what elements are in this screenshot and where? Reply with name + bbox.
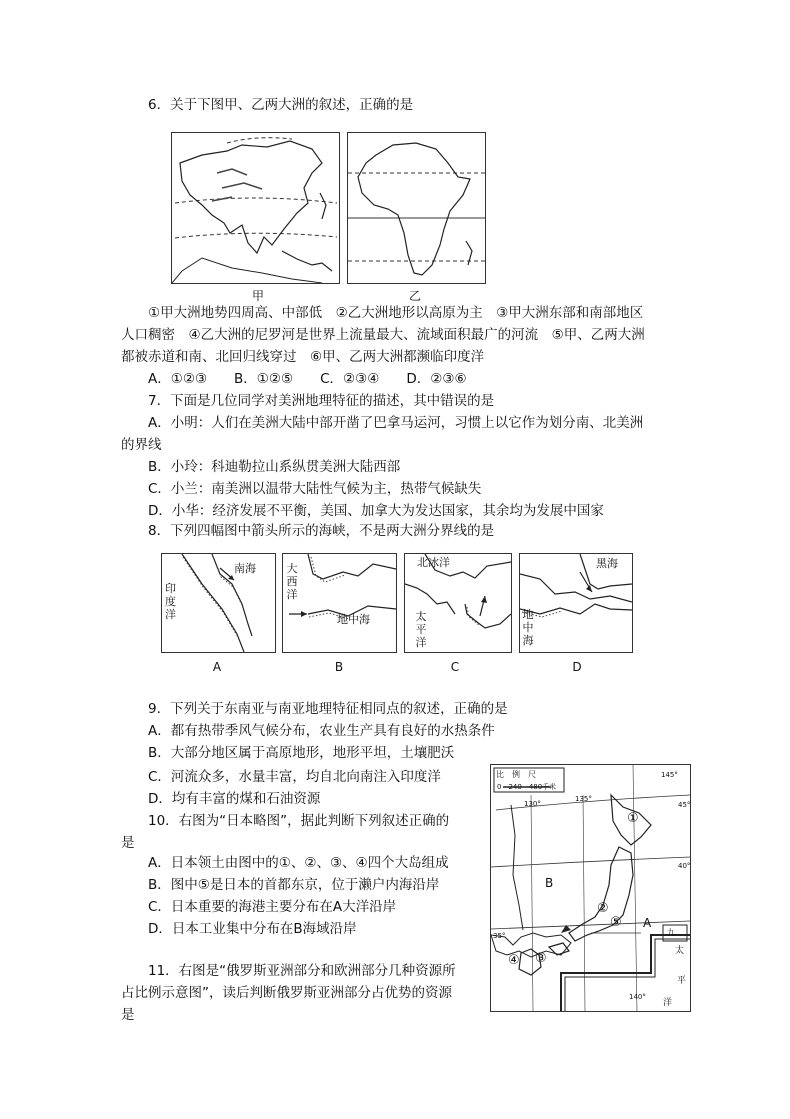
map-jia-asia	[171, 132, 340, 284]
q10-option-b: B．图中⑤是日本的首都东京，位于濑户内海沿岸	[148, 877, 440, 893]
strait-map-b	[282, 553, 397, 653]
caption-d: D	[572, 660, 582, 674]
marker-4-kyushu: ④	[508, 953, 520, 968]
q7-option-a-cont: 的界线	[121, 437, 162, 453]
label-b-sea: B	[545, 876, 554, 890]
map-d-label-mediterranean: 地中海	[522, 608, 534, 647]
side-label-yang: 洋	[663, 998, 673, 1008]
lon-130: 130°	[524, 800, 541, 808]
side-label-tai: 太	[675, 946, 685, 956]
marker-5: ⑤	[610, 915, 622, 930]
q11-stem-cont: 占比例示意图”，读后判断俄罗斯亚洲部分占优势的资源	[121, 985, 452, 1001]
q11-stem-cont2: 是	[121, 1007, 135, 1023]
marker-1-hokkaido: ①	[627, 811, 639, 826]
caption-a: A	[212, 660, 222, 674]
map-a-label-south-sea: 南海	[234, 562, 256, 575]
q6-options: A．①②③ B．①②⑤ C．②③④ D．②③⑥	[148, 371, 467, 387]
map-a-label-indian-ocean: 印度洋	[165, 582, 176, 621]
q11-stem: 11．右图是“俄罗斯亚洲部分和欧洲部分几种资源所	[148, 963, 456, 979]
strait-map-d	[519, 553, 633, 653]
lat-35: 35°	[493, 932, 506, 940]
map-c-label-arctic: 北冰洋	[417, 556, 450, 569]
lon-135: 135°	[575, 795, 592, 803]
japan-map	[490, 764, 691, 1012]
q9-option-d: D．均有丰富的煤和石油资源	[148, 791, 321, 807]
caption-jia: 甲	[251, 289, 264, 303]
q9-option-c: C．河流众多，水量丰富，均自北向南注入印度洋	[148, 769, 441, 785]
marker-2-honshu: ②	[597, 901, 609, 916]
caption-b: B	[334, 660, 344, 674]
map-d-label-black-sea: 黑海	[596, 557, 618, 570]
q6-statements-1: ①甲大洲地势四周高、中部低 ②乙大洲地形以高原为主 ③甲大洲东部和南部地区	[148, 305, 644, 321]
scale-title: 比 例 尺	[496, 770, 536, 779]
q9-option-a: A．都有热带季风气候分布，农业生产具有良好的水热条件	[148, 723, 495, 739]
q10-option-c: C．日本重要的海港主要分布在A大洋沿岸	[148, 899, 397, 915]
q10-option-a: A．日本领土由图中的①、②、③、④四个大岛组成	[148, 855, 449, 871]
map-yi-africa	[347, 132, 486, 284]
strait-map-a	[161, 553, 276, 653]
q7-option-c: C．小兰：南美洲以温带大陆性气候为主，热带气候缺失	[148, 481, 482, 497]
q6-statements-2: 人口稠密 ④乙大洲的尼罗河是世界上流量最大、流域面积最广的河流 ⑤甲、乙两大洲	[121, 327, 645, 343]
lat-40: 40°	[678, 862, 691, 870]
q7-stem: 7．下面是几位同学对美洲地理特征的描述，其中错误的是	[148, 393, 495, 409]
map-c-label-pacific: 太平洋	[415, 610, 427, 649]
map-b-label-atlantic: 大西洋	[286, 562, 298, 601]
q9-option-b: B．大部分地区属于高原地形，地形平坦，土壤肥沃	[148, 745, 455, 761]
q10-stem-cont: 是	[121, 835, 135, 851]
scale-ticks: 0 240 480千米	[497, 783, 557, 791]
q7-option-a: A．小明：人们在美洲大陆中部开凿了巴拿马运河，习惯上以它作为划分南、北美洲	[148, 415, 644, 431]
marker-3: ③	[535, 951, 547, 966]
q6-stem: 6．关于下图甲、乙两大洲的叙述，正确的是	[148, 97, 414, 113]
side-label-jiu: 九	[667, 928, 675, 937]
map-b-label-mediterranean: 地中海	[337, 613, 370, 626]
strait-map-c	[404, 553, 512, 653]
caption-c: C	[450, 660, 460, 674]
side-label-ping: 平	[677, 976, 687, 986]
q6-statements-3: 都被赤道和南、北回归线穿过 ⑥甲、乙两大洲都濒临印度洋	[121, 349, 485, 365]
lat-45: 45°	[678, 801, 691, 809]
caption-yi: 乙	[408, 289, 421, 303]
q10-option-d: D．日本工业集中分布在B海域沿岸	[148, 921, 357, 937]
q9-stem: 9．下列关于东南亚与南亚地理特征相同点的叙述，正确的是	[148, 701, 508, 717]
q7-option-d: D．小华：经济发展不平衡，美国、加拿大为发达国家，其余均为发展中国家	[148, 503, 604, 519]
q8-stem: 8．下列四幅图中箭头所示的海峡，不是两大洲分界线的是	[148, 523, 495, 539]
lon-145: 145°	[661, 771, 678, 779]
q10-stem: 10．右图为“日本略图”，据此判断下列叙述正确的	[148, 813, 450, 829]
lon-140: 140°	[629, 993, 646, 1001]
q7-option-b: B．小玲：科迪勒拉山系纵贯美洲大陆西部	[148, 459, 401, 475]
label-a-ocean: A	[643, 916, 652, 930]
